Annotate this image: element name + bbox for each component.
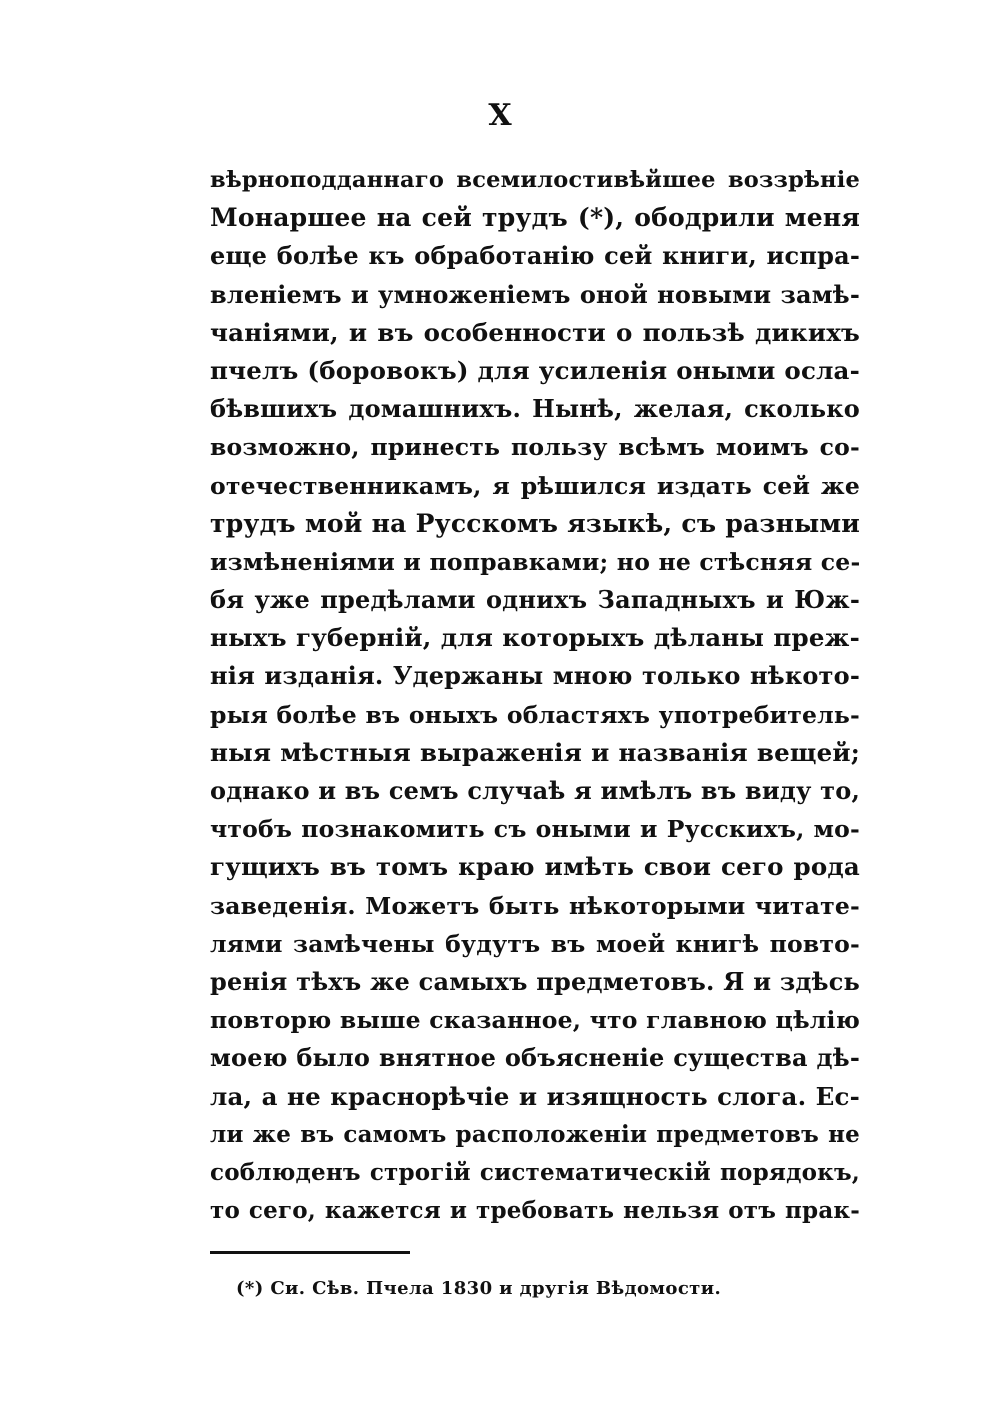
text-line: ныя мѣстныя выраженія и названія вещей; (210, 737, 860, 767)
text-line: то сего, кажется и требовать нельзя отъ прак- (210, 1197, 860, 1225)
text-line: Монаршее на сей трудъ (*), ободрили меня (210, 203, 860, 233)
text-line: возможно, принесть пользу всѣмъ моимъ со- (210, 433, 860, 462)
text-line: гущихъ въ томъ краю имѣть свои сего рода (210, 852, 860, 882)
text-line: соблюденъ строгій систематическій порядокъ, (210, 1158, 860, 1186)
text-line: измѣненіями и поправками; но не стѣсняя се- (210, 547, 861, 576)
page-number: X (488, 98, 512, 133)
text-line: однако и въ семъ случаѣ я имѣлъ въ виду то, (210, 776, 860, 805)
body-text (210, 161, 860, 1230)
text-line: пчелъ (боровокъ) для усиленія оными осла- (210, 355, 860, 385)
text-line: рыя болѣе въ оныхъ областяхъ употребитель- (210, 700, 860, 729)
text-line: ныхъ губерній, для которыхъ дѣланы преж- (210, 623, 860, 653)
text-line: чтобъ познакомить съ оными и Русскихъ, мо- (210, 815, 860, 844)
text-line: трудъ мой на Русскомъ языкѣ, съ разными (210, 508, 860, 538)
text-line: ли же въ самомъ расположеніи предметовъ не (210, 1120, 860, 1148)
text-line: ренія тѣхъ же самыхъ предметовъ. Я и здѣсь (210, 966, 860, 996)
text-line: моею было внятное объясненіе существа дѣ- (210, 1043, 860, 1073)
footnote: (*) Си. Сѣв. Пчела 1830 и другія Вѣдомости. (236, 1278, 722, 1299)
text-line: чаніями, и въ особенности о пользѣ дикихъ (210, 317, 860, 347)
footnote-rule (210, 1251, 410, 1254)
text-line: повторю выше сказанное, что главною цѣлію (210, 1006, 860, 1035)
text-line: бѣвшихъ домашнихъ. Нынѣ, желая, сколько (210, 394, 860, 424)
text-line: заведенія. Можетъ быть нѣкоторыми читате- (210, 891, 860, 920)
text-line: нія изданія. Удержаны мною только нѣкото- (210, 661, 860, 691)
text-line: лями замѣчены будутъ въ моей книгѣ повто- (210, 929, 860, 958)
text-line: ла, а не краснорѣчіе и изящность слога. Ес- (210, 1081, 860, 1111)
text-line: бя уже предѣлами однихъ Западныхъ и Юж- (210, 585, 860, 615)
text-line: еще болѣе къ обработанію сей книги, испра- (210, 241, 860, 271)
text-line: вленіемъ и умноженіемъ оной новыми замѣ- (210, 279, 860, 309)
text-line: отечественникамъ, я рѣшился издать сей же (210, 471, 860, 500)
text-line: вѣрноподданнаго всемилостивѣйшее воззрѣніе (210, 167, 860, 193)
